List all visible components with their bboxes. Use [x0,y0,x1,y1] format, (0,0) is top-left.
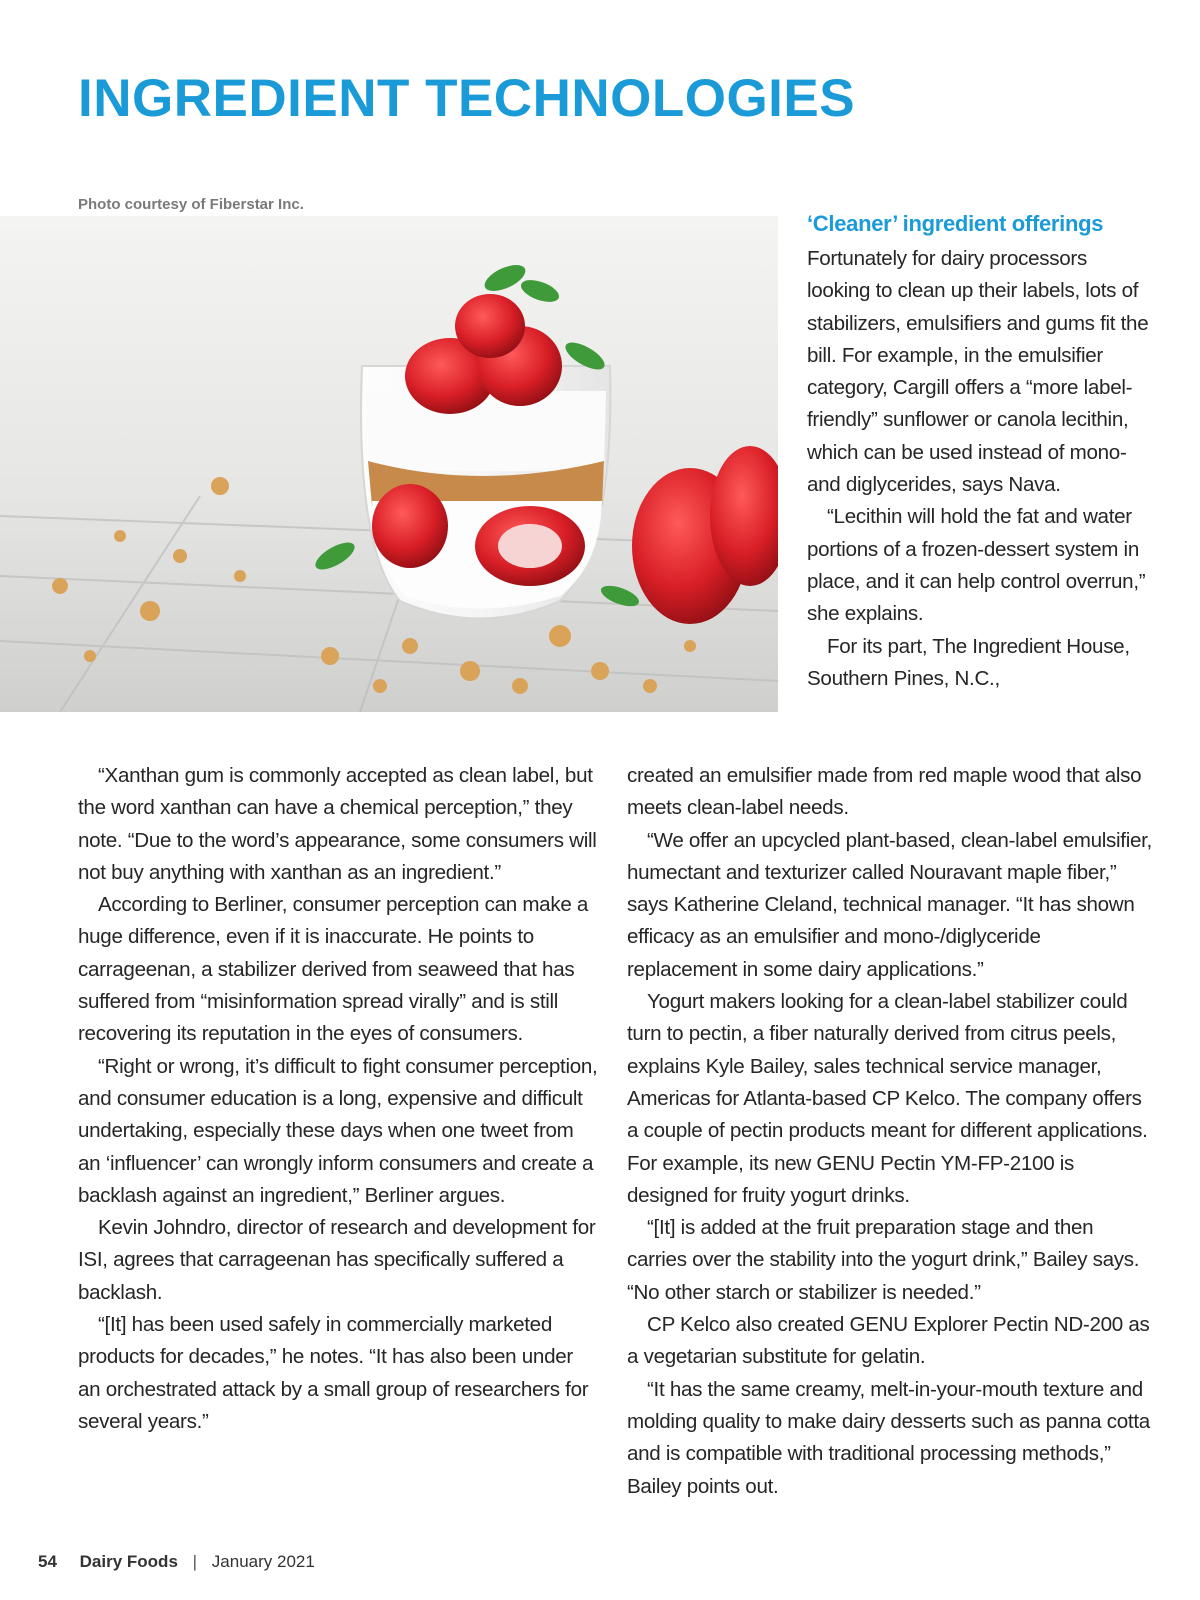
parfait-photo [0,216,778,712]
continuation-paragraph: created an emulsifier made from red maple wood that also meets clean-label needs. [627,764,1142,820]
page-title: INGREDIENT TECHNOLOGIES [78,69,856,128]
body-paragraph: “[It] is added at the fruit preparation stage and then carries over the stability into the yogurt drink,” Bailey says. “No other starch or stabilizer is needed.” [627,1216,1140,1304]
sidebar-section [807,208,1152,695]
body-paragraph: “[It] has been used safely in commercially marketed products for decades,” he notes. “It has also been under an orchestrated attack by a small group of researchers for several years.” [78,1313,589,1433]
body-paragraph: “Lecithin will hold the fat and water portions of a frozen-dessert system in place, and it can help control overrun,” she explains. [807,505,1146,626]
body-paragraph: According to Berliner, consumer perception can make a huge difference, even if it is inaccurate. He points to carrageenan, a stabilizer derived from seaweed that has suffered from “misinformation spread virally” and is still recovering its reputation in the eyes of consumers. [78,893,589,1046]
right-column [627,760,1152,1503]
body-paragraph: Kevin Johndro, director of research and development for ISI, agrees that carrageenan has specifically suffered a backlash. [78,1216,596,1304]
body-paragraph: For its part, The Ingredient House, Southern Pines, N.C., [807,634,1130,690]
body-paragraph: “We offer an upcycled plant-based, clean-label emulsifier, humectant and texturizer called Nouravant maple fiber,” says Katherine Cleland, technical manager. “It has shown efficacy as an emulsifier and mono-/diglyceride replacement in some dairy applications.” [627,828,1152,981]
footer-separator: | [192,1552,198,1571]
issue-date: January 2021 [211,1552,315,1571]
page-footer [38,1552,315,1572]
body-paragraph: CP Kelco also created GENU Explorer Pectin ND-200 as a vegetarian substitute for gelatin. [627,1313,1150,1369]
body-paragraph: Fortunately for dairy processors looking to clean up their labels, lots of stabilizers, emulsifiers and gums fit the bill. For example, in the emulsifier category, Cargill offers a “more label-friendly” sunflower or canola lecithin, which can be used instead of mono- and diglycerides, says Nava. [807,247,1149,497]
body-paragraph: “Xanthan gum is commonly accepted as clean label, but the word xanthan can have a chemical perception,” they note. “Due to the word’s appearance, some consumers will not buy anything with xanthan as an ingredient.” [78,764,597,884]
body-paragraph: Yogurt makers looking for a clean-label stabilizer could turn to pectin, a fiber naturally derived from citrus peels, explains Kyle Bailey, sales technical service manager, Americas for Atlanta-based CP Kelco. The company offers a couple of pectin products meant for different applications. For example, its new GENU Pectin YM-FP-2100 is designed for fruity yogurt drinks. [627,990,1148,1207]
left-column [78,760,598,1438]
body-paragraph: “Right or wrong, it’s difficult to fight consumer perception, and consumer education is a long, expensive and difficult undertaking, especially these days when one tweet from an ‘influencer’ can wrongly inform consumers and create a backlash against an ingredient,” Berliner argues. [78,1054,598,1207]
page-number: 54 [38,1552,57,1571]
magazine-name: Dairy Foods [79,1552,178,1571]
section-subhead: ‘Cleaner’ ingredient offerings [807,211,1104,236]
body-paragraph: “It has the same creamy, melt-in-your-mouth texture and molding quality to make dairy desserts such as panna cotta and is compatible with traditional processing methods,” Bailey points out. [627,1377,1150,1498]
photo-credit: Photo courtesy of Fiberstar Inc. [78,196,304,213]
